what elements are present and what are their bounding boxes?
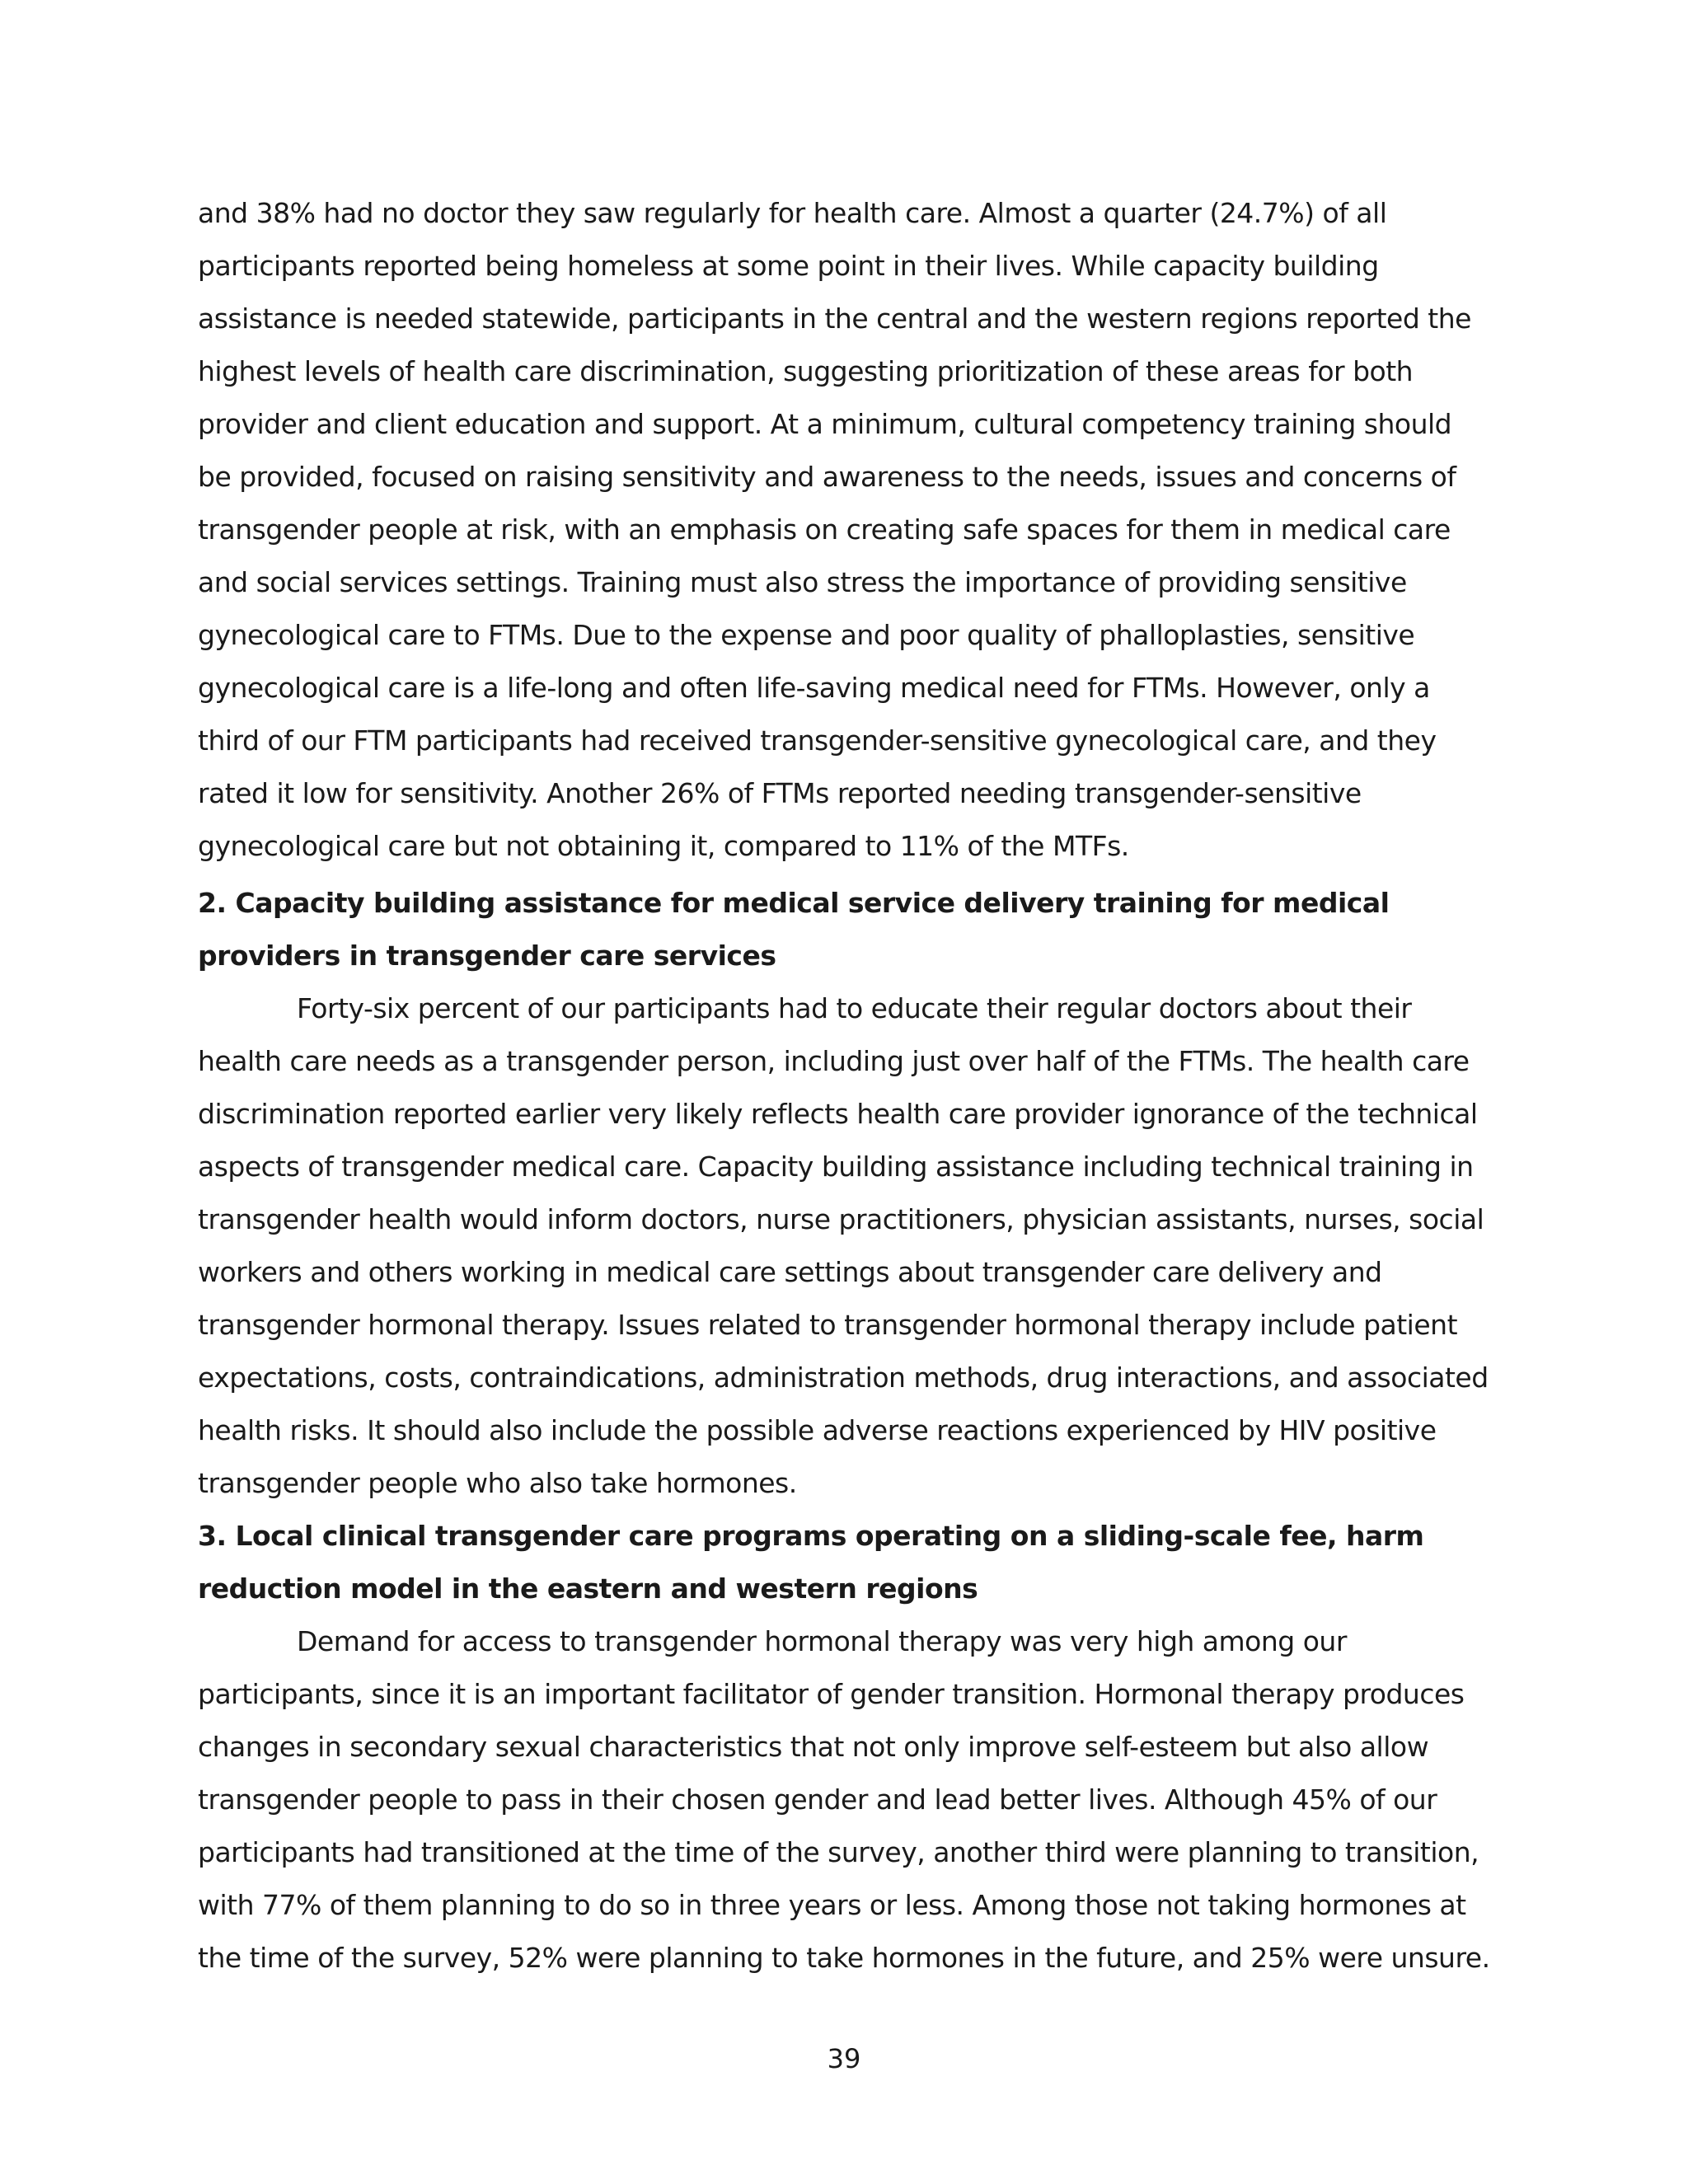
body-paragraph: and 38% had no doctor they saw regularly for health care. Almost a quarter (24.7%) of all participants reported being homeless at some point in their lives. While capacity building assistance is needed statewide, participants in the central and the western regions reported the highest levels of health care discrimination, suggesting prioritization of these areas for both provider and client education and support. At a minimum, cultural competency training should be provided, focused on raising sensitivity and awareness to the needs, issues and concerns of transgender people at risk, with an emphasis on creating safe spaces for them in medical care and social services settings. Training must also stress the importance of providing sensitive gynecological care to FTMs. Due to the expense and poor quality of phalloplasties, sensitive gynecological care is a life-long and often life-saving medical need for FTMs. However, only a third of our FTM participants had received transgender-sensitive gynecological care, and they rated it low for sensitivity. Another 26% of FTMs reported needing transgender-sensitive gynecological care but not obtaining it, compared to 11% of the MTFs. bbox=[198, 197, 1471, 862]
body-paragraph: Demand for access to transgender hormonal therapy was very high among our participants, since it is an important facilitator of gender transition. Hormonal therapy produces changes in secondary sexual characteristics that not only improve self-esteem but also allow transgender people to pass in their chosen gender and lead better lives. Although 45% of our participants had transitioned at the time of the survey, another third were planning to transition, with 77% of them planning to do so in three years or less. Among those not taking hormones at the time of the survey, 52% were planning to take hormones in the future, and 25% were unsure. bbox=[198, 1625, 1490, 1974]
page-number: 39 bbox=[827, 2043, 861, 2074]
body-paragraph: Forty-six percent of our participants had to educate their regular doctors about their health care needs as a transgender person, including just over half of the FTMs. The health care discrimination reported earlier very likely reflects health care provider ignorance of the technical aspects of transgender medical care. Capacity building assistance including technical training in transgender health would inform doctors, nurse practitioners, physician assistants, nurses, social workers and others working in medical care settings about transgender care delivery and transgender hormonal therapy. Issues related to transgender hormonal therapy include patient expectations, costs, contraindications, administration methods, drug interactions, and associated health risks. It should also include the possible adverse reactions experienced by HIV positive transgender people who also take hormones. bbox=[198, 992, 1489, 1499]
section-heading: 2. Capacity building assistance for medical service delivery training for medical providers in transgender care services bbox=[198, 887, 1390, 972]
section-heading: 3. Local clinical transgender care programs operating on a sliding-scale fee, harm reduction model in the eastern and western regions bbox=[198, 1520, 1424, 1605]
